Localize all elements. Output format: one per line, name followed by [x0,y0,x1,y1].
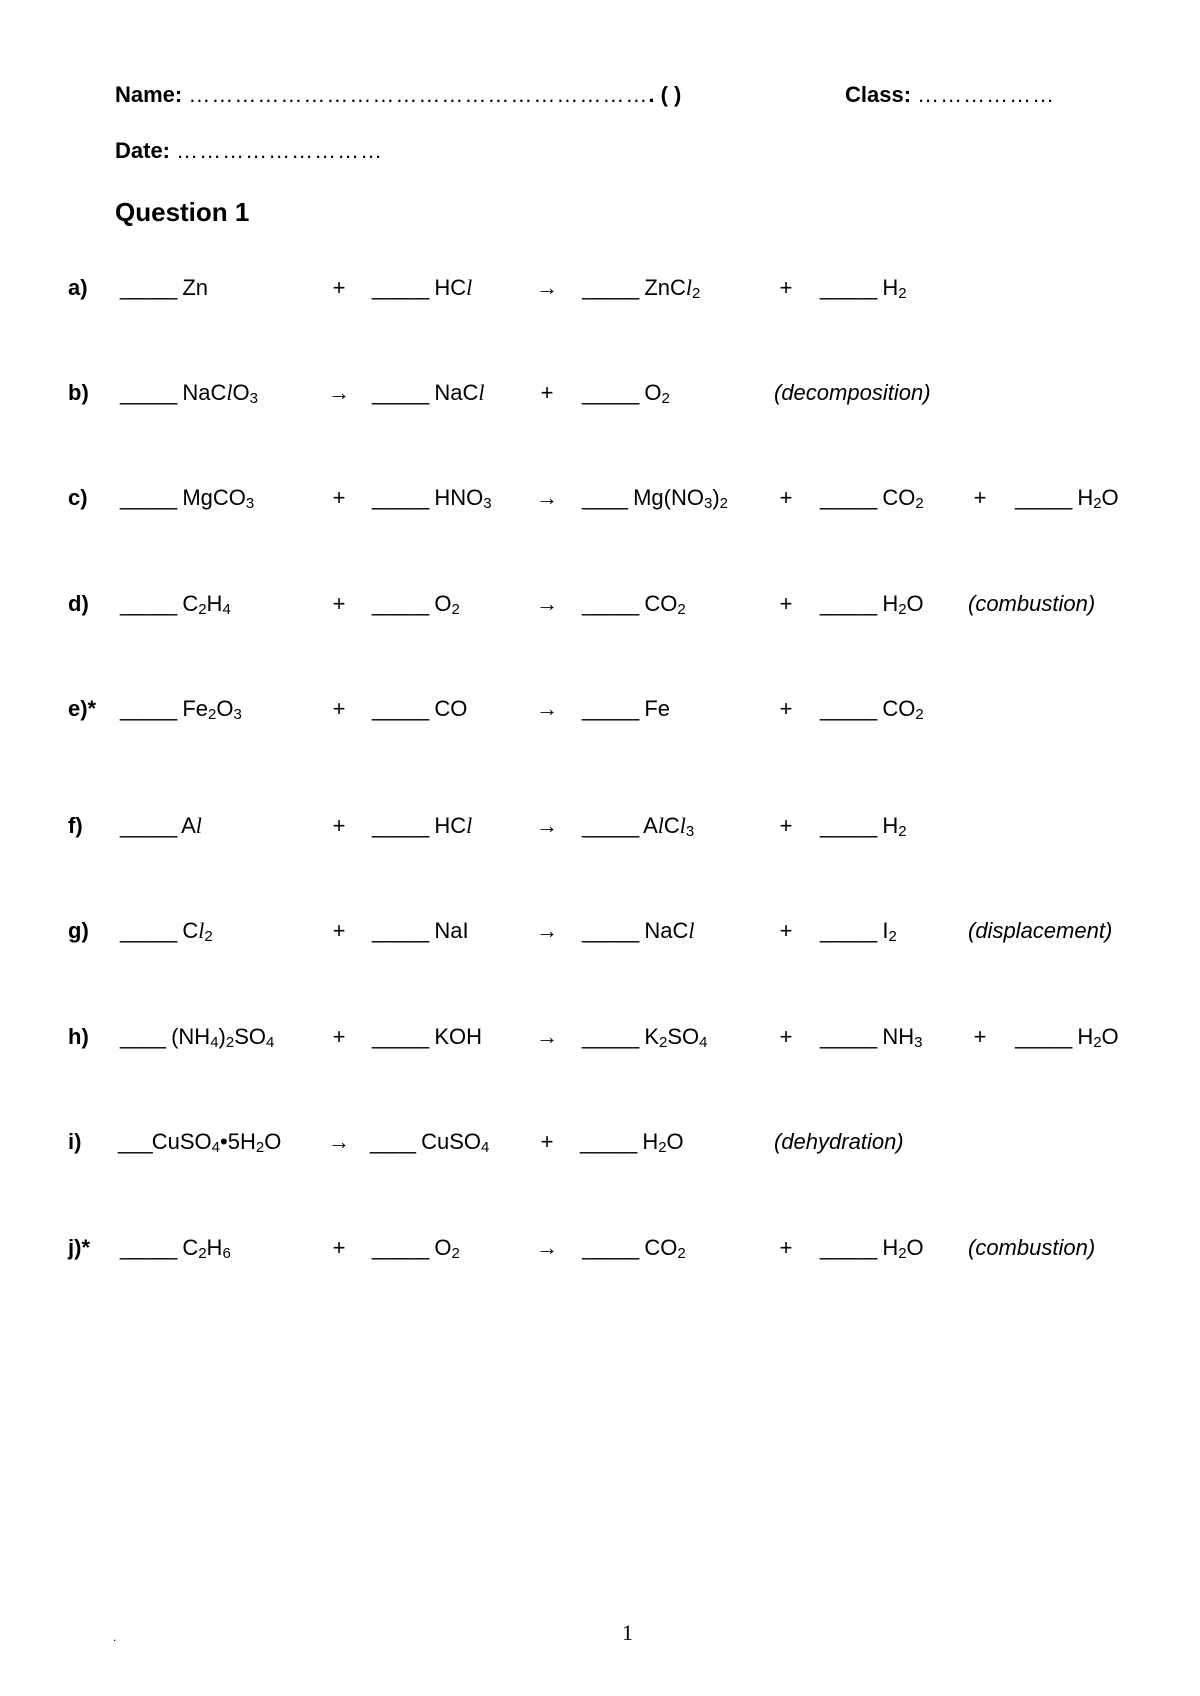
equation-label: c) [68,485,88,510]
reaction-type-note: (decomposition) [774,380,931,405]
plus-sign: + [332,918,346,943]
equation-row [0,380,1200,420]
name-label: Name: [115,82,183,107]
chemical-term: _____ ZnCl$_2$ [582,275,701,302]
reaction-arrow: → [536,485,558,510]
plus-sign: + [779,275,793,300]
chemical-term: _____ $H_2O$ [580,1129,684,1156]
reaction-arrow: → [536,813,558,838]
plus-sign: + [779,485,793,510]
chemical-term: _____ MgCO$_3$ [120,485,255,512]
chemical-term: _____ $K_2SO_4$ [582,1024,708,1051]
chemical-term: _____ $I_2$ [820,918,897,945]
chemical-term: _____ $O_2$ [582,380,670,407]
date-blank: ……………………… [176,138,384,163]
chemical-term: _____ $CO_2$ [820,696,924,723]
equation-label: a) [68,275,88,300]
equation-row [0,696,1200,736]
chemical-term: ____ $(NH_4)_2SO_4$ [120,1024,275,1051]
reaction-arrow: → [328,1129,350,1154]
equation-row [0,485,1200,525]
plus-sign: + [540,1129,554,1154]
chemical-term: _____ HCl [372,275,473,300]
plus-sign: + [332,813,346,838]
equation-row [0,275,1200,315]
plus-sign: + [332,1024,346,1049]
reaction-type-note: (displacement) [968,918,1113,943]
chemical-term: _____ CO [372,696,468,721]
chemical-term: _____ $Fe_2O_3$ [120,696,242,723]
equation-row [0,813,1200,853]
reaction-type-note: (dehydration) [774,1129,904,1154]
chemical-term: _____ $O_2$ [372,1235,460,1262]
equation-label: j)* [68,1235,90,1260]
chemical-term: _____ $H_2O$ [820,591,924,618]
plus-sign: + [332,591,346,616]
chemical-term: _____ $C_2H_6$ [120,1235,231,1262]
plus-sign: + [332,696,346,721]
chemical-term: $\_\_\_CuSO_4•5H_2O$ [118,1129,282,1156]
class-blank: ……………… [917,82,1056,107]
equation-row [0,918,1200,958]
reaction-type-note: (combustion) [968,591,1096,616]
date-line [115,138,383,164]
chemical-term: _____ NaI [372,918,469,943]
class-label: Class: [845,82,912,107]
plus-sign: + [779,918,793,943]
plus-sign: + [779,1235,793,1260]
chemical-term: _____ $H_2O$ [1015,1024,1119,1051]
equation-row [0,1129,1200,1169]
reaction-type-note: (combustion) [968,1235,1096,1260]
equation-label: g) [68,918,89,943]
equation-label: b) [68,380,89,405]
chemical-term: _____ $H_2$ [820,275,907,302]
plus-sign: + [973,485,987,510]
chemical-term: ____ $Mg(NO_3)_2$ [582,485,729,512]
name-blank: …………………………………………………… [188,82,649,107]
chemical-term: _____ NaClO$_3$ [120,380,258,407]
plus-sign: + [779,591,793,616]
class-line [845,82,1055,108]
equation-row [0,1024,1200,1064]
name-line [115,82,681,108]
equation-label: i) [68,1129,82,1154]
chemical-term: _____ $CO_2$ [582,1235,686,1262]
equation-label: d) [68,591,89,616]
reaction-arrow: → [536,1024,558,1049]
chemical-term: _____ $CO_2$ [820,485,924,512]
chemical-term: ____ CuSO$_4$ [370,1129,490,1156]
reaction-arrow: → [536,918,558,943]
chemical-term: _____ Fe [582,696,671,721]
chemical-term: _____ NaCl [372,380,485,405]
chemical-term: _____ $C_2H_4$ [120,591,231,618]
reaction-arrow: → [536,1235,558,1260]
reaction-arrow: → [536,696,558,721]
plus-sign: + [779,813,793,838]
plus-sign: + [973,1024,987,1049]
chemical-term: _____ $HNO_3$ [372,485,492,512]
reaction-arrow: → [536,591,558,616]
equation-label: h) [68,1024,89,1049]
reaction-arrow: → [328,380,350,405]
register-number-parentheses: . ( ) [648,82,682,107]
chemical-term: _____ $CO_2$ [582,591,686,618]
chemical-term: _____ Al [120,813,202,838]
plus-sign: + [779,1024,793,1049]
equation-row [0,591,1200,631]
date-label: Date: [115,138,171,163]
plus-sign: + [779,696,793,721]
plus-sign: + [332,1235,346,1260]
page-number: 1 [622,1620,633,1645]
reaction-arrow: → [536,275,558,300]
chemical-term: _____ NaCl [582,918,695,943]
chemical-term: _____ Zn [120,275,209,300]
equation-row [0,1235,1200,1275]
chemical-term: _____ $NH_3$ [820,1024,923,1051]
footer-dot: . [113,1630,117,1644]
equation-label: e)* [68,696,97,721]
chemical-term: _____ $Cl_2$ [120,918,213,945]
plus-sign: + [332,485,346,510]
chemical-term: _____ KOH [372,1024,483,1049]
chemical-term: _____ $O_2$ [372,591,460,618]
chemical-term: _____ $H_2$ [820,813,907,840]
chemical-term: _____ $H_2O$ [820,1235,924,1262]
equation-label: f) [68,813,83,838]
plus-sign: + [332,275,346,300]
question-title: Question 1 [115,197,250,227]
chemical-term: _____ $H_2O$ [1015,485,1119,512]
chemical-term: _____ HCl [372,813,473,838]
plus-sign: + [540,380,554,405]
chemical-term: _____ AlCl$_3$ [582,813,695,840]
